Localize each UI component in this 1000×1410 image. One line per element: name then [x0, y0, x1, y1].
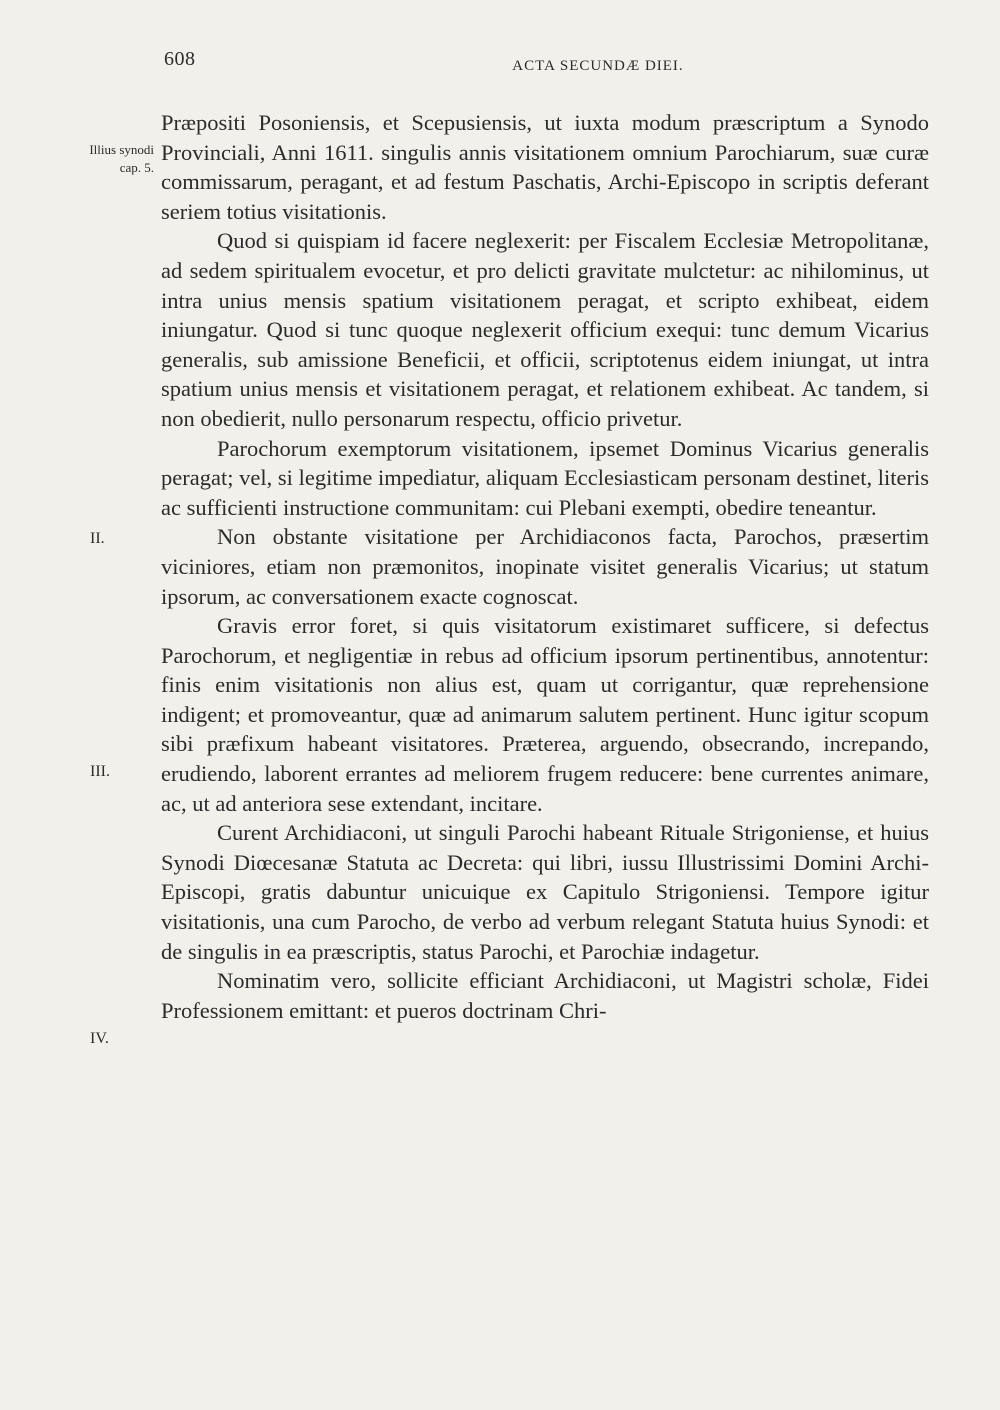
- paragraph: Curent Archidiaconi, ut singuli Parochi habeant Rituale Strigoniense, et huius Synodi Diœcesanæ Statuta ac Decreta: qui libri, iussu Illustrissimi Domini Archi-Episcopi, gratis dabuntur unicuique ex Capitulo Strigoniensi. Tempore igitur visitationis, una cum Parocho, de verbo ad verbum relegant Statuta huius Synodi: et de singulis in ea præscriptis, status Parochi, et Parochiæ indagetur.: [161, 820, 929, 964]
- section-marker-ii: II.: [90, 530, 105, 547]
- paragraph: Præpositi Posoniensis, et Scepusiensis, ut iuxta modum præscriptum a Synodo Provinciali, Anni 1611. singulis annis visitationem omnium Parochiarum, suæ curæ commissarum, peragant, et ad festum Paschatis, Archi-Episcopo in scriptis deferant seriem totius visitationis.: [161, 110, 929, 224]
- paragraph: Non obstante visitatione per Archidiaconos facta, Parochos, præsertim viciniores, etiam non præmonitos, inopinate visitet generalis Vicarius; ut statum ipsorum, ac conversationem exacte cognoscat.: [161, 524, 929, 609]
- section-marker-iv: IV.: [90, 1030, 109, 1047]
- body-text: [161, 108, 929, 1025]
- marginal-note-line: cap. 5.: [119, 160, 154, 175]
- running-head: [0, 58, 1000, 75]
- section-marker-iii: III.: [90, 763, 110, 780]
- paragraph: Quod si quispiam id facere neglexerit: per Fiscalem Ecclesiæ Metropolitanæ, ad sedem spiritualem evocetur, et pro delicti gravitate mulctetur: ac nihilominus, ut intra unius mensis spatium visitationem peragat, et scripto exhibeat, eidem iniungatur. Quod si tunc quoque neglexerit officium exequi: tunc demum Vicarius generalis, sub amissione Beneficii, et officii, scriptotenus eidem iniungat, ut intra spatium unius mensis et visitationem peragat, et relationem exhibeat. Ac tandem, si non obedierit, nullo personarum respectu, officio privetur.: [161, 228, 929, 431]
- marginal-note: [44, 141, 154, 177]
- running-head-text: ACTA SECUNDÆ DIEI.: [512, 58, 684, 74]
- paragraph: Parochorum exemptorum visitationem, ipsemet Dominus Vicarius generalis peragat; vel, si legitime impediatur, aliquam Ecclesiasticam personam destinet, literis ac sufficienti instructione communitam: cui Plebani exempti, obedire teneantur.: [161, 435, 929, 520]
- paragraph: Nominatim vero, sollicite efficiant Archidiaconi, ut Magistri scholæ, Fidei Professionem emittant: et pueros doctrinam Chri-: [161, 968, 929, 1023]
- page-number: 608: [164, 48, 196, 70]
- marginal-note-line: Illius synodi: [89, 142, 154, 157]
- paragraph: Gravis error foret, si quis visitatorum existimaret sufficere, si defectus Parochorum, et negligentiæ in rebus ad officium ipsorum pertinentibus, annotentur: finis enim visitationis non alius est, quam ut corrigantur, quæ reprehensione indigent; et promoveantur, quæ ad animarum salutem pertinent. Hunc igitur scopum sibi præfixum habeant visitatores. Præterea, arguendo, obsecrando, increpando, erudiendo, laborent errantes ad meliorem frugem reducere: bene currentes animare, ac, ut ad anteriora sese extendant, incitare.: [161, 613, 929, 816]
